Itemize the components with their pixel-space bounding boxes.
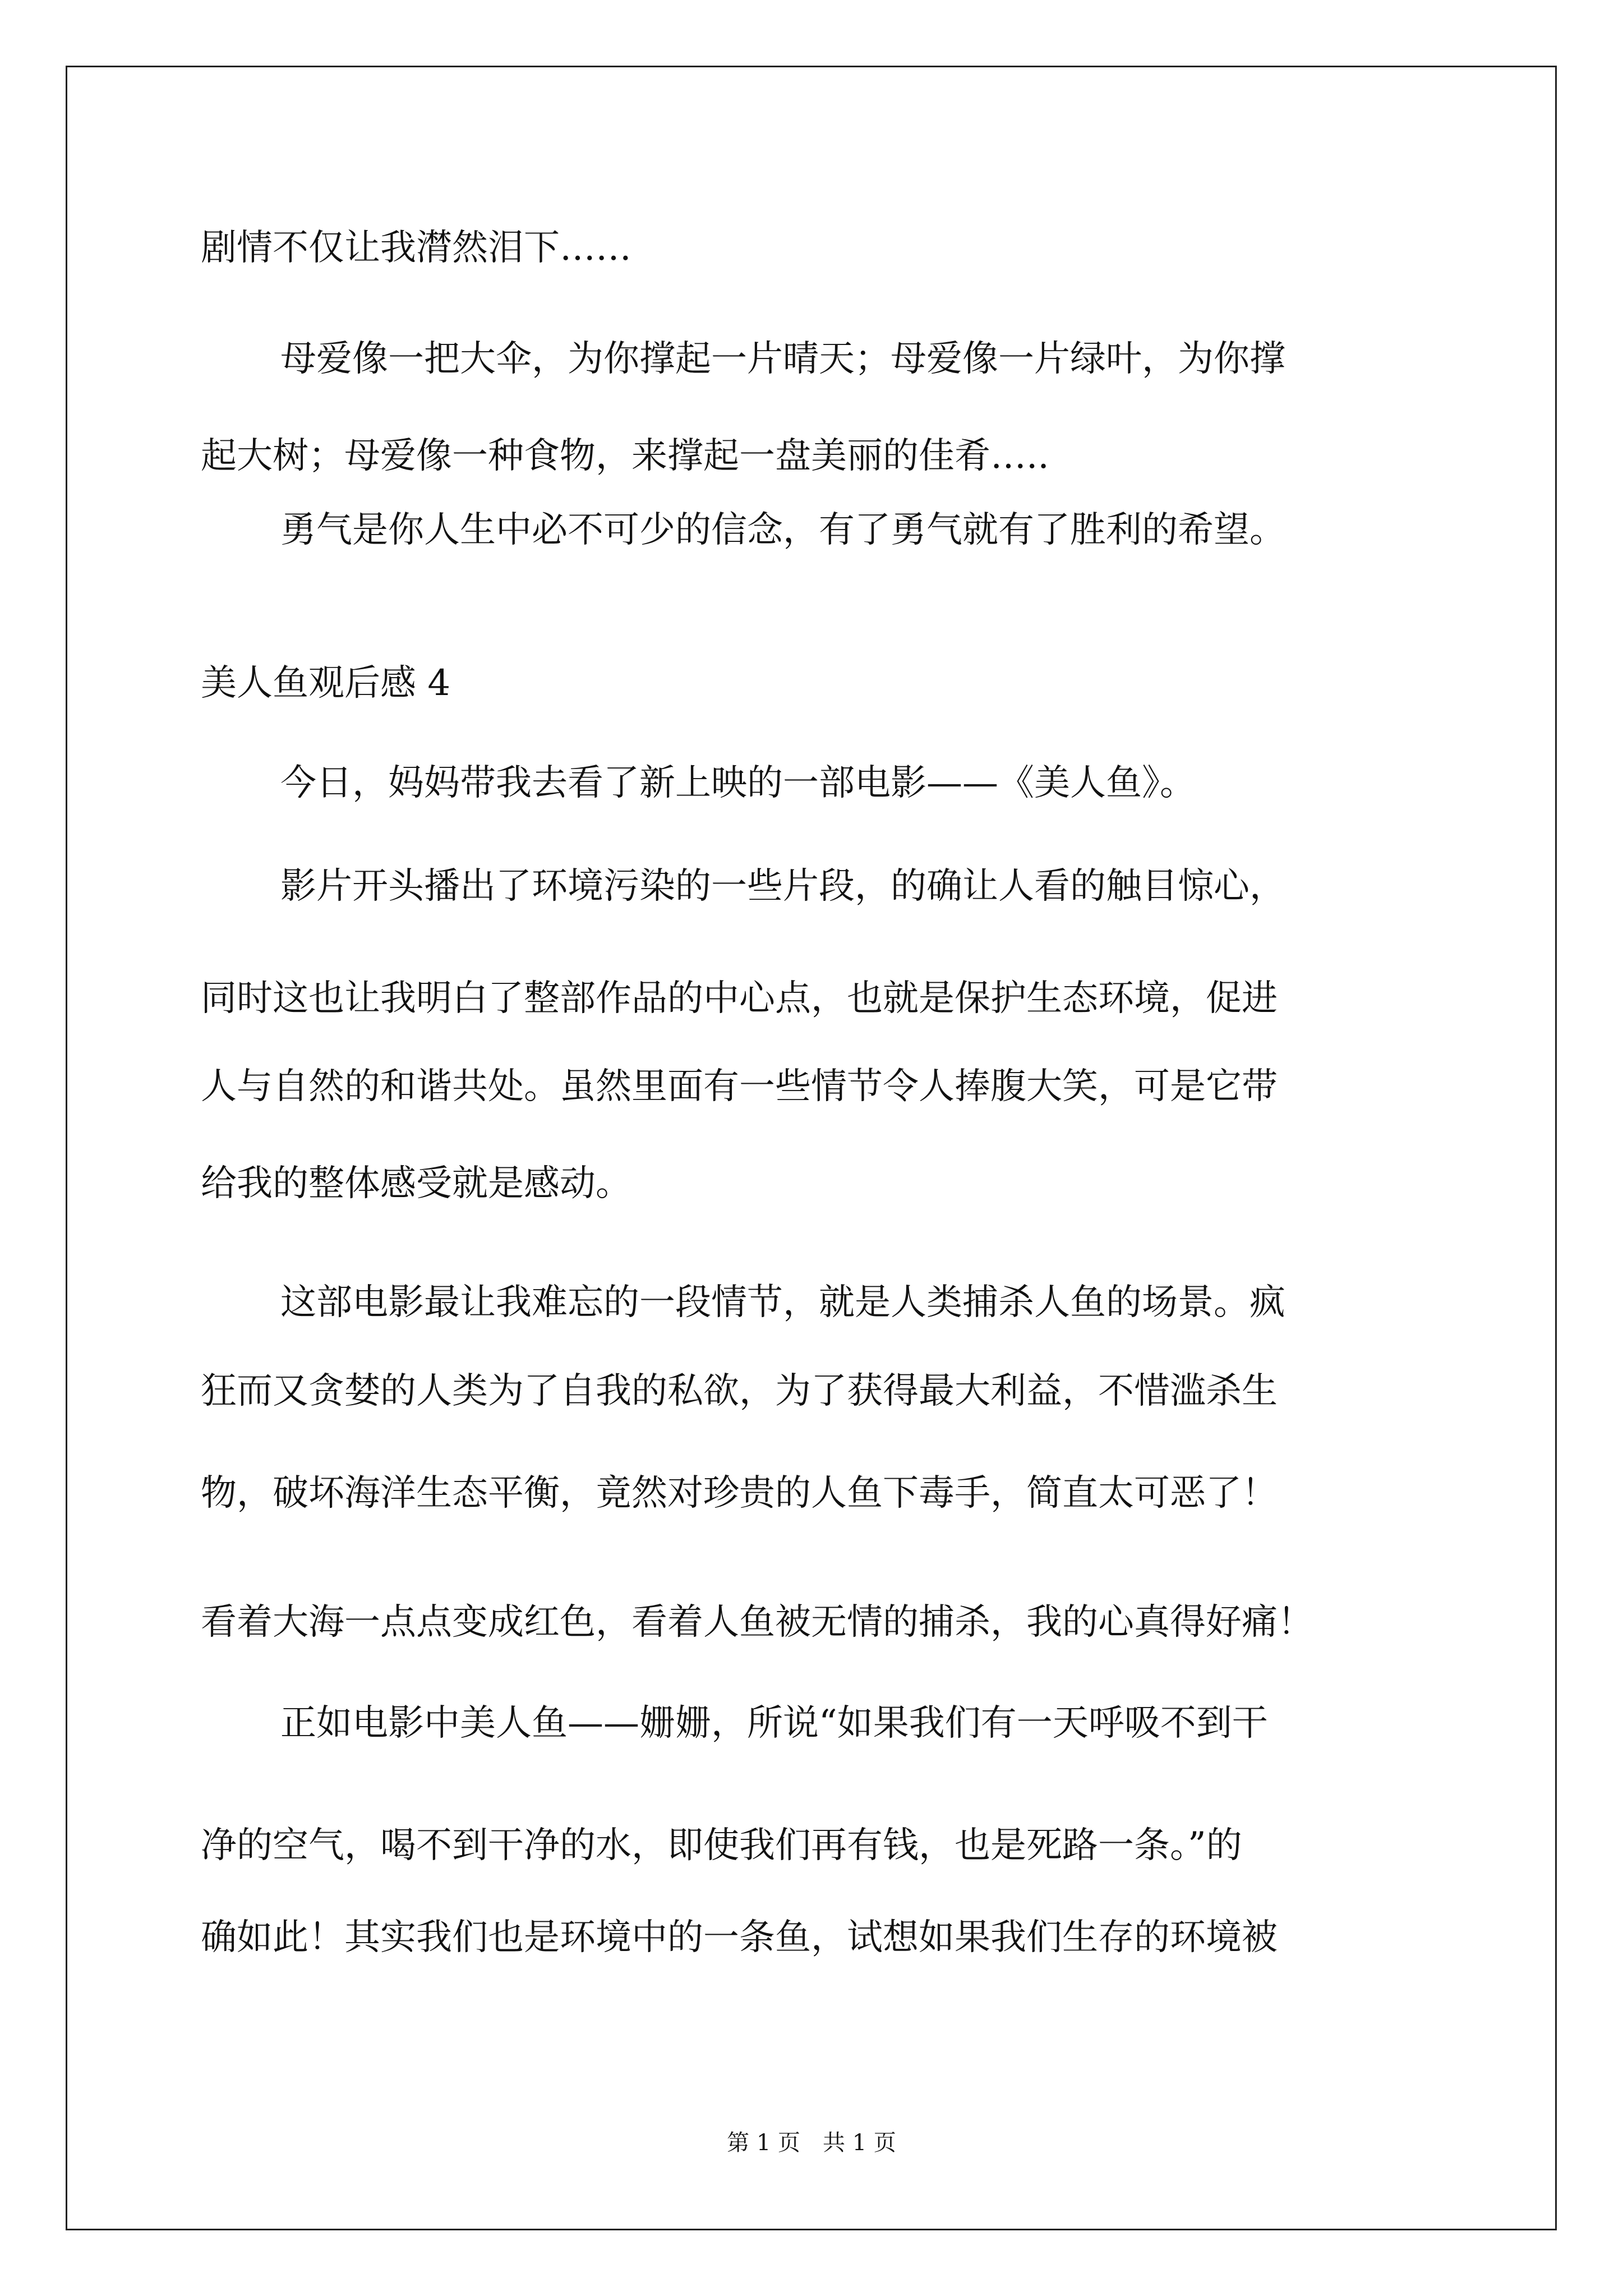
paragraph-start: 正如电影中美人鱼——姗姗，所说“如果我们有一天呼吸不到干 <box>280 1703 1268 1744</box>
text-line: 狂而又贪婪的人类为了自我的私欲，为了获得最大利益，不惜滥杀生 <box>201 1370 1278 1412</box>
paragraph-start: 这部电影最让我难忘的一段情节，就是人类捕杀人鱼的场景。疯 <box>280 1282 1285 1323</box>
text-line: 给我的整体感受就是感动。 <box>201 1163 631 1204</box>
paragraph-start: 今日，妈妈带我去看了新上映的一部电影——《美人鱼》。 <box>280 762 1196 804</box>
text-line: 剧情不仅让我潸然泪下…… <box>201 227 631 269</box>
section-heading: 美人鱼观后感 4 <box>201 662 451 704</box>
text-line: 确如此！其实我们也是环境中的一条鱼，试想如果我们生存的环境被 <box>201 1917 1278 1958</box>
text-line: 同时这也让我明白了整部作品的中心点，也就是保护生态环境，促进 <box>201 978 1278 1019</box>
text-line: 物，破坏海洋生态平衡，竟然对珍贵的人鱼下毒手，简直太可恶了！ <box>201 1473 1278 1514</box>
text-line: 净的空气，喝不到干净的水，即使我们再有钱，也是死路一条。”的 <box>201 1825 1242 1866</box>
text-line: 人与自然的和谐共处。虽然里面有一些情节令人捧腹大笑，可是它带 <box>201 1066 1278 1107</box>
paragraph-start: 勇气是你人生中必不可少的信念，有了勇气就有了胜利的希望。 <box>280 509 1285 551</box>
paragraph-start: 影片开头播出了环境污染的一些片段，的确让人看的触目惊心， <box>280 866 1285 907</box>
page-footer: 第 1 页 共 1 页 <box>727 2130 896 2156</box>
text-line: 看着大海一点点变成红色，看着人鱼被无情的捕杀，我的心真得好痛！ <box>201 1602 1313 1643</box>
page-border <box>66 66 1557 2230</box>
text-line: 起大树；母爱像一种食物，来撑起一盘美丽的佳肴….. <box>201 435 1049 477</box>
paragraph-start: 母爱像一把大伞，为你撑起一片晴天；母爱像一片绿叶，为你撑 <box>280 338 1285 380</box>
